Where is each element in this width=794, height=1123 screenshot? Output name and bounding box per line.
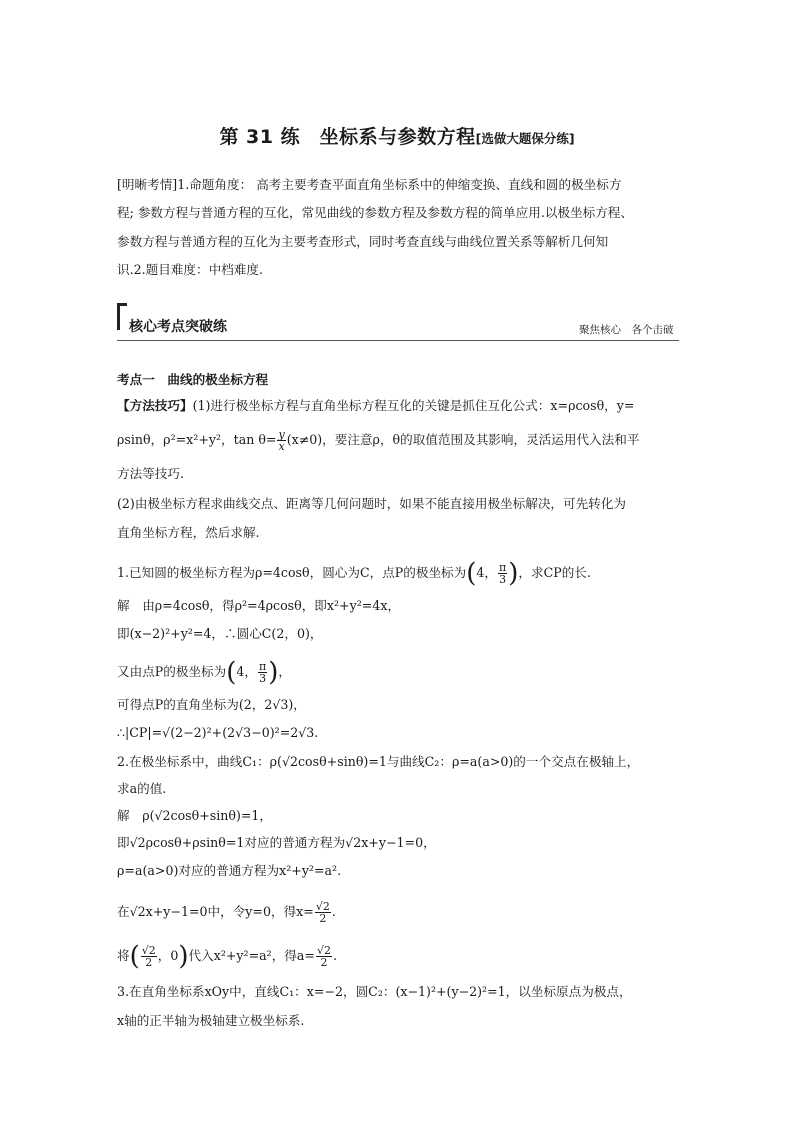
q2-solution-5c: . xyxy=(332,948,337,963)
pi-over-3 xyxy=(258,661,267,684)
q2-solution-2: 即√2ρcosθ+ρsinθ=1对应的普通方程为√2x+y−1=0， xyxy=(117,835,436,850)
q2-solution-4a: 在√2x+y−1=0中，令y=0，得x= xyxy=(117,904,314,919)
topic-heading: 考点一 曲线的极坐标方程 xyxy=(117,372,269,387)
q1-stem-a: 1.已知圆的极坐标方程为ρ=4cosθ，圆心为C，点P的极坐标为 xyxy=(117,565,467,580)
fraction-denominator: 3 xyxy=(259,672,267,685)
method-text-1: (1)进行极坐标方程与直角坐标方程互化的关键是抓住互化公式：x=ρcosθ，y= xyxy=(192,398,635,413)
q2-solution-5 xyxy=(117,941,337,972)
q1-solution-5 xyxy=(117,726,318,739)
method-text-2b: (x≠0)，要注意ρ，θ的取值范围及其影响，灵活运用代入法和平 xyxy=(286,432,640,447)
q1-solution-1: 解 由ρ=4cosθ，得ρ²=4ρcosθ，即x²+y²=4x， xyxy=(117,598,401,613)
right-paren: ) xyxy=(268,657,279,688)
intro-line-2: 程; 参数方程与普通方程的互化，常见曲线的参数方程及参数方程的简单应用.以极坐标方程、 xyxy=(117,205,633,220)
q1-solution-3b: ， xyxy=(278,664,291,679)
section-corner-mark xyxy=(117,303,127,330)
q2-solution-3: ρ=a(a>0)对应的普通方程为x²+y²=a². xyxy=(117,863,342,878)
section-subtitle: 聚焦核心 各个击破 xyxy=(579,324,674,336)
fraction-numerator: √2 xyxy=(141,944,156,957)
method-line-2 xyxy=(117,429,639,452)
tan-fraction xyxy=(277,429,285,452)
q1-solution-3a: 又由点P的极坐标为 xyxy=(117,664,227,679)
q1-solution-3 xyxy=(117,657,291,688)
q1-point-r: 4， xyxy=(236,664,257,679)
fraction-numerator: π xyxy=(499,561,507,574)
title-main: 第 31 练 坐标系与参数方程 xyxy=(219,126,476,148)
intro-line-1: [明晰考情]1.命题角度： 高考主要考查平面直角坐标系中的伸缩变换、直线和圆的极坐标方 xyxy=(117,177,622,192)
method-line-1 xyxy=(117,399,634,412)
fraction-denominator: 2 xyxy=(319,912,327,925)
intro-line-4: 识.2.题目难度：中档难度. xyxy=(117,262,263,277)
q2-solution-5a: 将 xyxy=(117,948,130,963)
fraction-numerator: π xyxy=(259,660,267,673)
section-divider xyxy=(117,340,679,341)
q1-solution-4: 可得点P的直角坐标为(2，2√3)， xyxy=(117,697,306,712)
q2-solution-4b: . xyxy=(331,904,336,919)
fraction-numerator: √2 xyxy=(316,944,331,957)
method-label: 【方法技巧】 xyxy=(117,398,193,413)
intro-line-3: 参数方程与普通方程的互化为主要考查形式，同时考查直线与曲线位置关系等解析几何知 xyxy=(117,234,609,249)
q1-radical: √(2−2)²+(2√3−0)² xyxy=(162,725,280,740)
method-text-2a: ρsinθ，ρ²=x²+y²，tan θ= xyxy=(117,432,277,447)
sqrt2-over-2 xyxy=(141,945,157,968)
q1-solution-5b: =2√3. xyxy=(279,725,319,740)
fraction-denominator: 2 xyxy=(145,956,153,969)
method-line-4: (2)由极坐标方程求曲线交点、距离等几何问题时，如果不能直接用极坐标解决，可先转化为 xyxy=(117,496,626,511)
fraction-denominator: x xyxy=(278,440,285,453)
pi-over-3 xyxy=(498,562,507,585)
method-line-3: 方法等技巧. xyxy=(117,466,184,481)
right-paren: ) xyxy=(178,941,189,972)
left-paren: ( xyxy=(466,558,477,589)
q1-stem xyxy=(117,558,591,589)
q1-solution-2: 即(x−2)²+y²=4，∴圆心C(2，0)， xyxy=(117,626,323,641)
q1-solution-5a: ∴|CP|= xyxy=(117,725,163,740)
q2-stem-2: 求a的值. xyxy=(117,781,167,796)
q1-stem-b: ，求CP的长. xyxy=(518,565,591,580)
section-title: 核心考点突破练 xyxy=(129,319,227,335)
q2-solution-1: 解 ρ(√2cosθ+sinθ)=1， xyxy=(117,808,273,823)
q2-solution-5mid: ，0 xyxy=(157,948,179,963)
fraction-denominator: 3 xyxy=(499,573,507,586)
sqrt2-over-2 xyxy=(315,901,331,924)
q3-stem-2: x轴的正半轴为极轴建立极坐标系. xyxy=(117,1013,305,1028)
q2-stem-1: 2.在极坐标系中，曲线C₁：ρ(√2cosθ+sinθ)=1与曲线C₂：ρ=a(a>0)的一个交点在极轴上， xyxy=(117,754,640,769)
q1-point-r: 4， xyxy=(476,565,498,580)
title-sub: [选做大题保分练] xyxy=(475,131,575,146)
left-paren: ( xyxy=(226,657,237,688)
method-line-5: 直角坐标方程，然后求解. xyxy=(117,525,260,540)
fraction-denominator: 2 xyxy=(320,956,328,969)
q3-stem-1: 3.在直角坐标系xOy中，直线C₁：x=−2，圆C₂：(x−1)²+(y−2)²=1，以坐标原点为极点， xyxy=(117,984,632,999)
sqrt2-over-2 xyxy=(316,945,332,968)
q2-solution-5b: 代入x²+y²=a²，得a= xyxy=(188,948,315,963)
left-paren: ( xyxy=(129,941,140,972)
right-paren: ) xyxy=(508,558,519,589)
fraction-numerator: y xyxy=(278,428,285,441)
fraction-numerator: √2 xyxy=(315,900,330,913)
q2-solution-4 xyxy=(117,901,336,924)
page-title xyxy=(0,122,794,149)
